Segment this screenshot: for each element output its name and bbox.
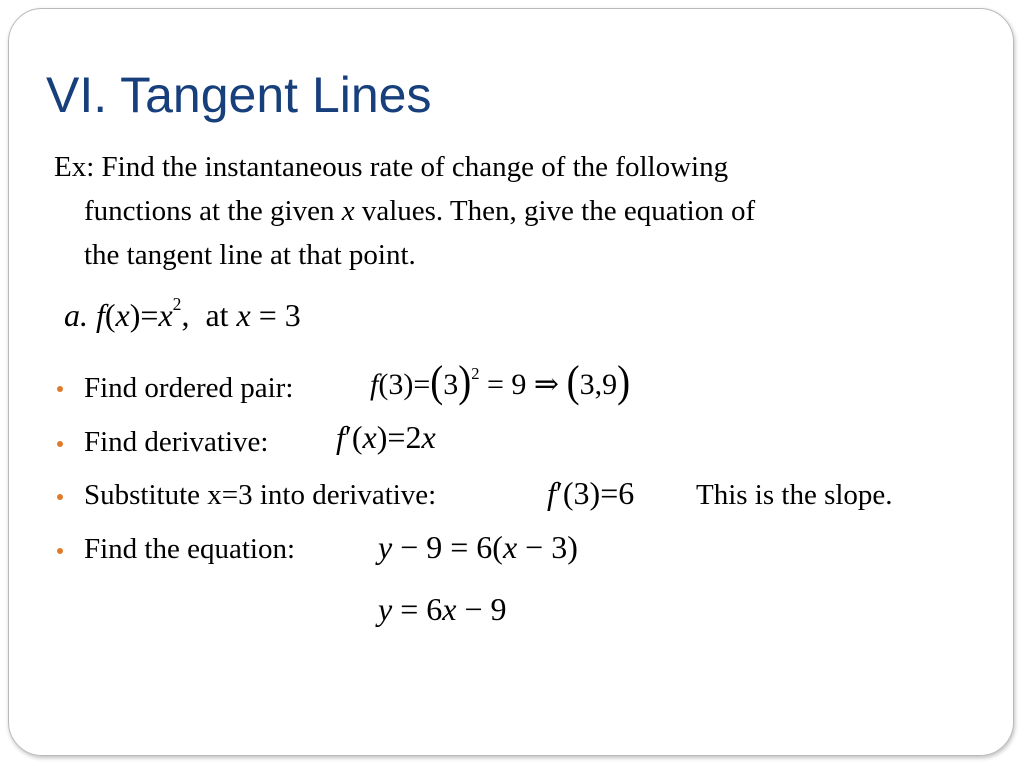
intro-line-1: Ex: Find the instantaneous rate of change of the following bbox=[54, 151, 729, 183]
op-rest: = 9 ⇒ bbox=[479, 368, 567, 401]
problem-close: )= bbox=[129, 297, 159, 333]
slope-note: This is the slope. bbox=[696, 479, 893, 511]
deriv-open: ( bbox=[351, 419, 363, 455]
ordered-pair-equation bbox=[370, 356, 631, 407]
ps-a: − 9 = 6( bbox=[392, 529, 503, 565]
intro-line-2-var: x bbox=[341, 195, 355, 227]
slope-rest: (3)=6 bbox=[562, 475, 635, 511]
op-pair-lparen: ( bbox=[566, 356, 580, 407]
problem-at-var: x bbox=[236, 297, 251, 333]
bullet-2-marker bbox=[57, 441, 63, 447]
problem-var: x bbox=[115, 297, 130, 333]
ps-y: y bbox=[378, 529, 393, 565]
deriv-var-2: x bbox=[421, 419, 436, 455]
intro-line-3: the tangent line at that point. bbox=[84, 239, 416, 271]
bullet-2-label: Find derivative: bbox=[84, 426, 269, 458]
final-equation bbox=[378, 593, 507, 625]
problem-rhs-var: x bbox=[158, 297, 173, 333]
final-y: y bbox=[378, 591, 393, 627]
op-exponent: 2 bbox=[471, 364, 480, 384]
slope-equation bbox=[547, 477, 634, 509]
deriv-prime: ′ bbox=[344, 419, 352, 455]
problem-at: at bbox=[205, 297, 229, 333]
deriv-func: f bbox=[336, 419, 345, 455]
op-pair-rparen: ) bbox=[617, 356, 631, 407]
bullet-1-marker bbox=[57, 386, 63, 392]
problem-a-equation bbox=[64, 294, 301, 333]
problem-comma: , bbox=[181, 297, 190, 333]
final-b: − 9 bbox=[456, 591, 507, 627]
bullet-3-label: Substitute x=3 into derivative: bbox=[84, 479, 437, 511]
problem-open: ( bbox=[104, 297, 116, 333]
ps-b: − 3) bbox=[517, 529, 578, 565]
op-inner: 3 bbox=[443, 368, 459, 401]
problem-at-value: = 3 bbox=[258, 297, 301, 333]
op-arg: (3)= bbox=[378, 368, 431, 401]
point-slope-equation bbox=[378, 531, 578, 563]
deriv-rest: )=2 bbox=[376, 419, 422, 455]
problem-func: f bbox=[96, 297, 105, 333]
final-a: = 6 bbox=[392, 591, 443, 627]
intro-line-2 bbox=[84, 197, 755, 226]
op-func: f bbox=[370, 368, 379, 401]
bullet-4-label: Find the equation: bbox=[84, 533, 296, 565]
final-x: x bbox=[442, 591, 457, 627]
ps-x: x bbox=[502, 529, 518, 565]
bullet-3-marker bbox=[57, 494, 63, 500]
deriv-var: x bbox=[362, 419, 377, 455]
intro-line-2-b: values. Then, give the equation of bbox=[354, 195, 756, 227]
slide-title: VI. Tangent Lines bbox=[46, 67, 432, 123]
slope-prime: ′ bbox=[555, 475, 563, 511]
problem-exponent: 2 bbox=[172, 294, 182, 315]
bullet-4-marker bbox=[57, 548, 63, 554]
derivative-equation bbox=[336, 421, 436, 453]
intro-line-2-a: functions at the given bbox=[84, 195, 342, 227]
bullet-1-label: Find ordered pair: bbox=[84, 372, 294, 404]
slope-func: f bbox=[547, 475, 556, 511]
op-lparen: ( bbox=[430, 356, 444, 407]
problem-label: a. bbox=[64, 297, 88, 333]
op-pair: 3,9 bbox=[579, 368, 618, 401]
op-rparen: ) bbox=[458, 356, 472, 407]
